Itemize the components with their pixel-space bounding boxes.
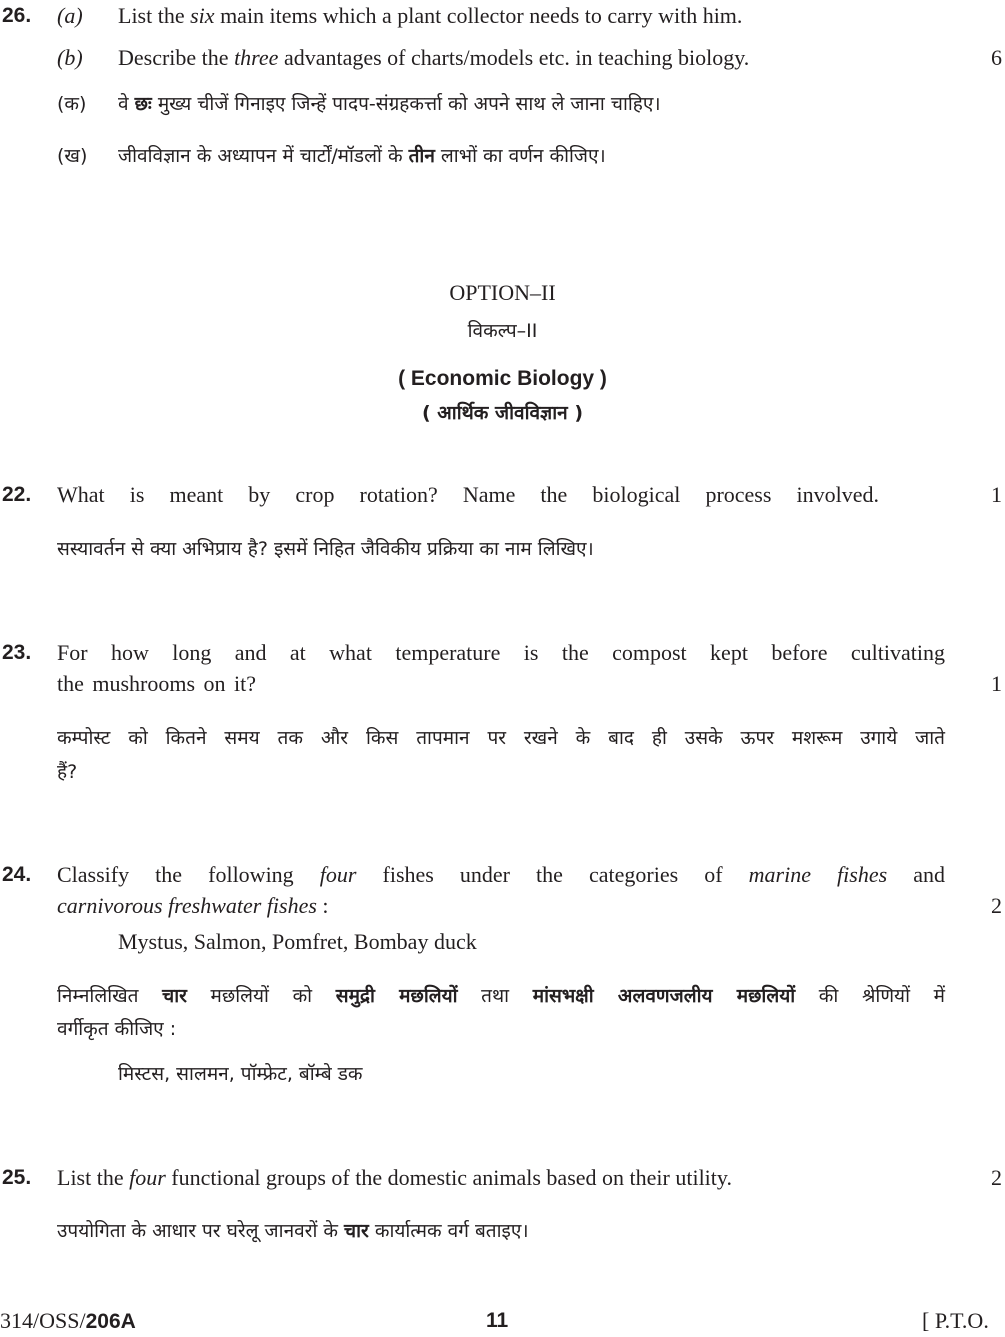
q25-hindi: उपयोगिता के आधार पर घरेलू जानवरों के चार कार्यात्मक वर्ग बताइए।: [57, 1220, 529, 1242]
q24-marks: 2: [991, 893, 1002, 918]
q26-part-b-text: Describe the three advantages of charts/models etc. in teaching biology.: [118, 45, 750, 70]
q26-part-b-label: (b): [57, 45, 83, 70]
q23-text-line2: the mushrooms on it?: [57, 671, 257, 696]
q24-fish-list-hi: मिस्टस, सालमन, पॉम्फ्रेट, बॉम्बे डक: [118, 1063, 363, 1085]
question-number-22: 22.: [2, 483, 32, 506]
question-number-24: 24.: [2, 863, 32, 886]
q22-text: What is meant by crop rotation? Name the biological process involved.: [57, 482, 879, 507]
question-number-26: 26.: [2, 4, 32, 27]
q22-marks: 1: [991, 482, 1002, 507]
question-number-25: 25.: [2, 1166, 32, 1189]
option-heading-en: OPTION–II: [449, 280, 556, 305]
q25-text: List the four functional groups of the domestic animals based on their utility.: [57, 1165, 732, 1190]
q26-marks: 6: [991, 45, 1002, 70]
subject-heading-en: ( Economic Biology ): [398, 367, 607, 390]
q24-text-line2: carnivorous freshwater fishes :: [57, 893, 329, 918]
q23-text-line1: For how long and at what temperature is the compost kept before cultivating: [57, 640, 945, 665]
q22-hindi: सस्यावर्तन से क्या अभिप्राय है? इसमें निहित जैविकीय प्रक्रिया का नाम लिखिए।: [57, 538, 594, 560]
question-number-23: 23.: [2, 641, 32, 664]
q23-hindi-line2: हैं?: [57, 761, 78, 783]
q24-fish-list-en: Mystus, Salmon, Pomfret, Bombay duck: [118, 929, 477, 954]
page-number: 11: [486, 1309, 509, 1332]
option-heading-hi: विकल्प–II: [467, 320, 538, 342]
q26-part-ka-label: (क): [57, 93, 87, 115]
q24-hindi-line2: वर्गीकृत कीजिए :: [57, 1018, 177, 1040]
q25-marks: 2: [991, 1165, 1002, 1190]
q26-part-kha-text: जीवविज्ञान के अध्यापन में चार्टों/मॉडलों के तीन लाभों का वर्णन कीजिए।: [118, 145, 606, 167]
subject-heading-hi: ( आर्थिक जीवविज्ञान ): [422, 402, 583, 424]
pto-label: [ P.T.O.: [922, 1308, 989, 1333]
q26-part-ka-text: वे छः मुख्य चीजें गिनाइए जिन्हें पादप-संग्रहकर्त्ता को अपने साथ ले जाना चाहिए।: [118, 93, 661, 115]
q23-marks: 1: [991, 671, 1002, 696]
q24-text-line1: Classify the following four fishes under the categories of marine fishes and: [57, 862, 945, 887]
q26-part-a-text: List the six main items which a plant collector needs to carry with him.: [118, 3, 743, 28]
q24-hindi-line1: निम्नलिखित चार मछलियों को समुद्री मछलियों तथा मांसभक्षी अलवणजलीय मछलियों की श्रेणियों में: [57, 985, 945, 1007]
q26-part-a-label: (a): [57, 3, 83, 28]
q26-part-kha-label: (ख): [57, 145, 88, 167]
paper-code: 314/OSS/206A: [0, 1308, 136, 1333]
q23-hindi-line1: कम्पोस्ट को कितने समय तक और किस तापमान पर रखने के बाद ही उसके ऊपर मशरूम उगाये जाते: [57, 727, 945, 749]
